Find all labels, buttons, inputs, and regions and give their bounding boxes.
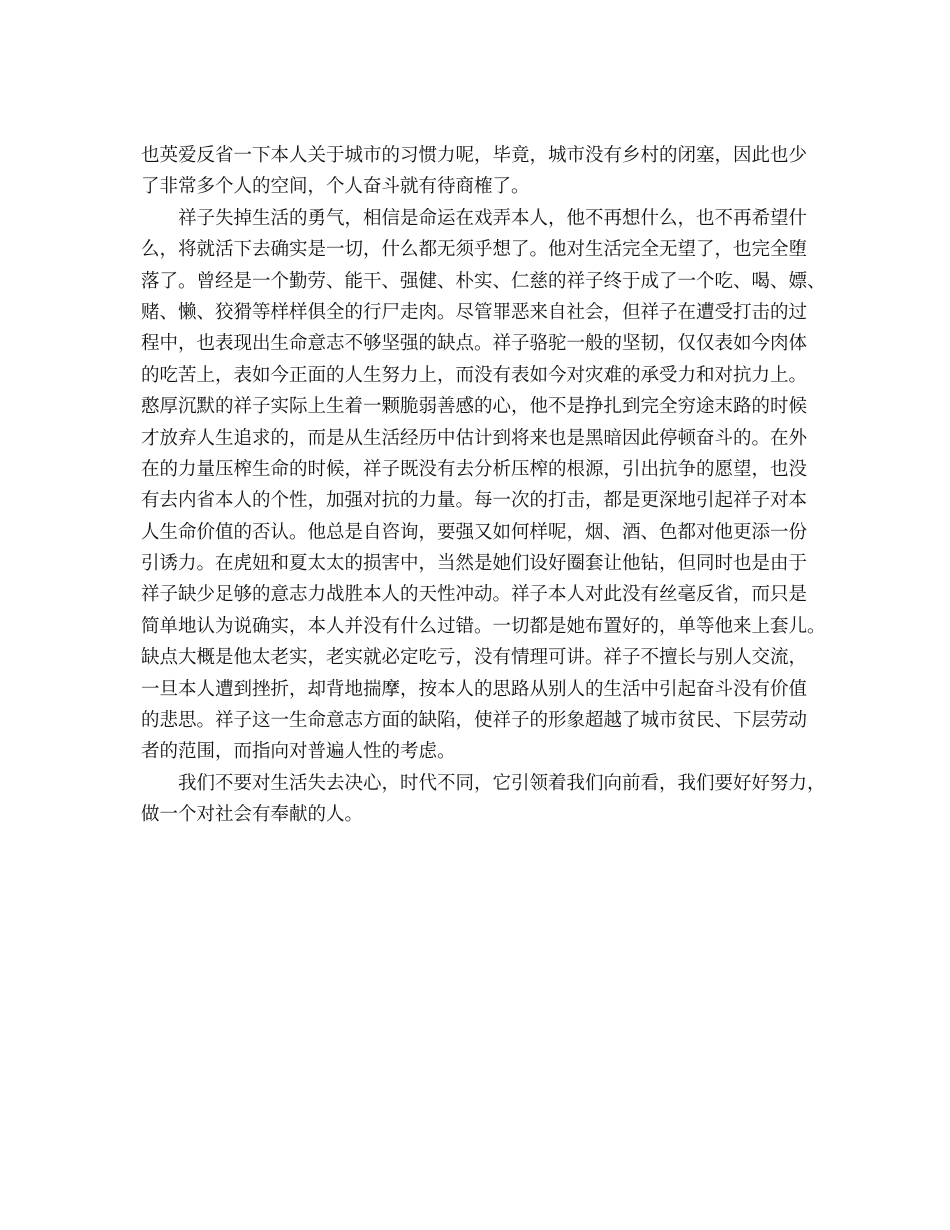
- text-line: 简单地认为说确实，本人并没有什么过错。一切都是她布置好的，单等他来上套儿。: [141, 615, 826, 637]
- paragraph-start-line: 我们不要对生活失去决心，时代不同，它引领着我们向前看，我们要好好努力，: [178, 772, 826, 794]
- text-line: 者的范围，而指向对普遍人性的考虑。: [141, 741, 456, 763]
- body-text: [141, 140, 826, 831]
- text-line: 憨厚沉默的祥子实际上生着一颗脆弱善感的心，他不是挣扎到完全穷途末路的时候: [141, 396, 808, 418]
- text-line: 在的力量压榨生命的时候，祥子既没有去分析压榨的根源，引出抗争的愿望，也没: [141, 458, 808, 480]
- text-line: 一旦本人遭到挫折，却背地揣摩，按本人的思路从别人的生活中引起奋斗没有价值: [141, 678, 808, 700]
- text-line: 做一个对社会有奉献的人。: [141, 804, 364, 826]
- text-line: 赌、懒、狡猾等样样俱全的行尸走肉。尽管罪恶来自社会，但祥子在遭受打击的过: [141, 301, 808, 323]
- paragraph-start-line: 祥子失掉生活的勇气，相信是命运在戏弄本人，他不再想什么，也不再希望什: [178, 207, 808, 229]
- text-line: 程中，也表现出生命意志不够坚强的缺点。祥子骆驼一般的坚韧，仅仅表如今肉体: [141, 333, 808, 355]
- text-line: 缺点大概是他太老实，老实就必定吃亏，没有情理可讲。祥子不擅长与别人交流，: [141, 647, 808, 669]
- text-line: 有去内省本人的个性，加强对抗的力量。每一次的打击，都是更深地引起祥子对本: [141, 490, 808, 512]
- text-line: 也英爱反省一下本人关于城市的习惯力呢，毕竟，城市没有乡村的闭塞，因此也少: [141, 145, 808, 166]
- text-line: 么，将就活下去确实是一切，什么都无须乎想了。他对生活完全无望了，也完全堕: [141, 239, 808, 261]
- text-line: 的悲思。祥子这一生命意志方面的缺陷，使祥子的形象超越了城市贫民、下层劳动: [141, 710, 808, 732]
- text-line: 的吃苦上，表如今正面的人生努力上，而没有表如今对灾难的承受力和对抗力上。: [141, 364, 808, 386]
- text-line: 了非常多个人的空间，个人奋斗就有待商榷了。: [141, 176, 530, 198]
- text-line: 才放弃人生追求的，而是从生活经历中估计到将来也是黑暗因此停顿奋斗的。在外: [141, 427, 808, 449]
- text-line: 引诱力。在虎妞和夏太太的损害中，当然是她们设好圈套让他钻，但同时也是由于: [141, 553, 808, 575]
- text-line: 落了。曾经是一个勤劳、能干、强健、朴实、仁慈的祥子终于成了一个吃、喝、嫖、: [141, 270, 826, 292]
- text-line: 祥子缺少足够的意志力战胜本人的天性冲动。祥子本人对此没有丝毫反省，而只是: [141, 584, 808, 606]
- text-line: 人生命价值的否认。他总是自咨询，要强又如何样呢，烟、酒、色都对他更添一份: [141, 521, 808, 543]
